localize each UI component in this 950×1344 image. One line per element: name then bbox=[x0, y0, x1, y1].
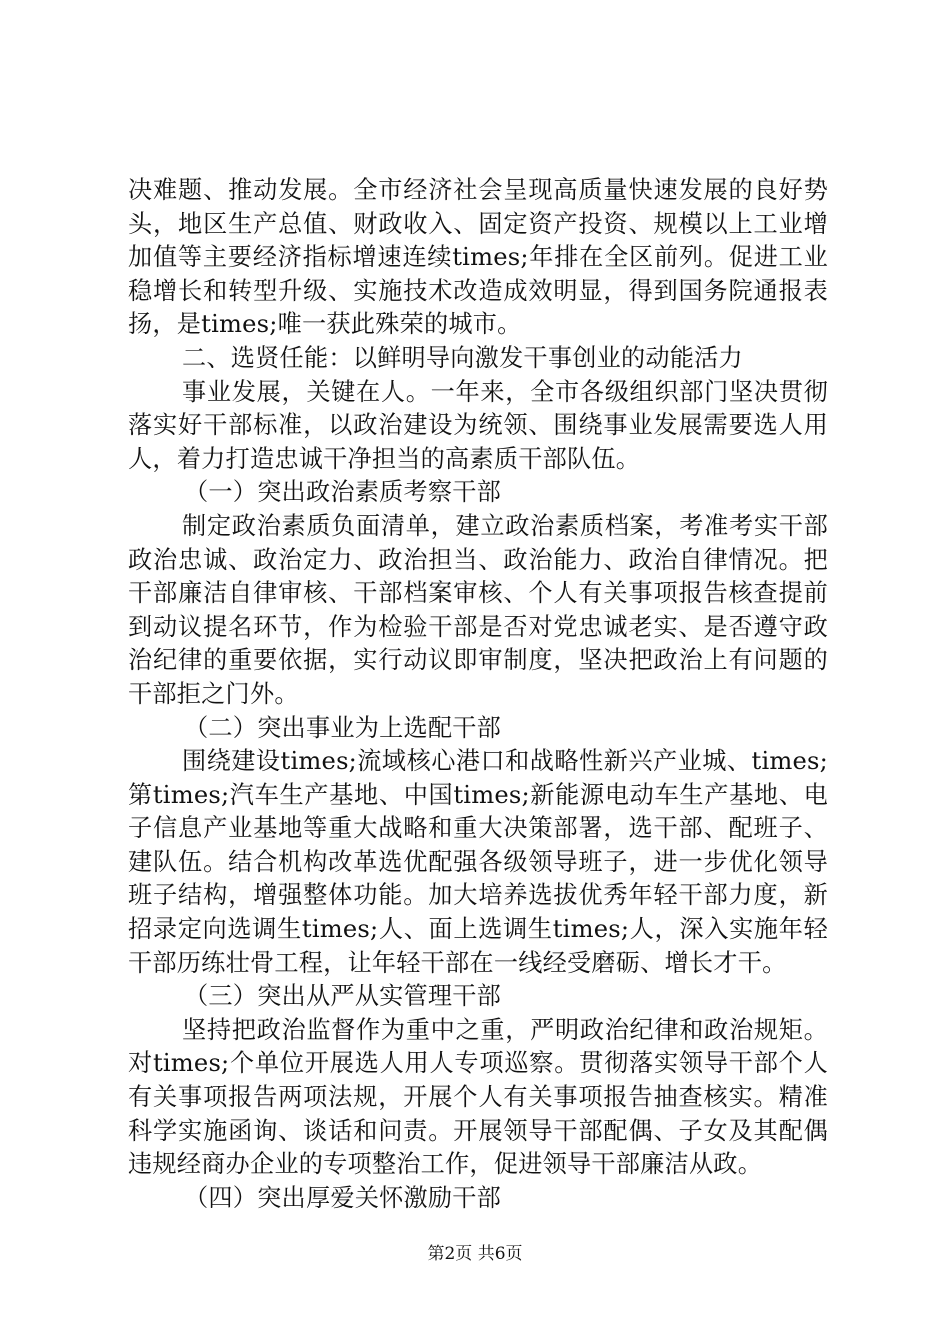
section-heading: 二、选贤任能：以鲜明导向激发干事创业的动能活力 bbox=[182, 343, 743, 372]
paragraph: 坚持把政治监督作为重中之重，严明政治纪律和政治规矩。对times;个单位开展选人用人专项巡察。贯彻落实领导干部个人有关事项报告两项法规，开展个人有关事项报告抽查核实。精准科学实施函询、谈话和问责。开展领导干部配偶、子女及其配偶违规经商办企业的专项整治工作，促进领导干部廉洁从政。 bbox=[128, 1015, 828, 1179]
document-body bbox=[128, 174, 828, 1215]
paragraph: 制定政治素质负面清单，建立政治素质档案，考准考实干部政治忠诚、政治定力、政治担当、政治能力、政治自律情况。把干部廉洁自律审核、干部档案审核、个人有关事项报告核查提前到动议提名环节，作为检验干部是否对党忠诚老实、是否遵守政治纪律的重要依据，实行动议即审制度，坚决把政治上有问题的干部拒之门外。 bbox=[128, 511, 828, 708]
paragraph: 围绕建设times;流域核心港口和战略性新兴产业城、times;第times;汽车生产基地、中国times;新能源电动车生产基地、电子信息产业基地等重大战略和重大决策部署，选干部、配班子、建队伍。结合机构改革选优配强各级领导班子，进一步优化领导班子结构，增强整体功能。加大培养选拔优秀年轻干部力度，新招录定向选调生times;人、面上选调生times;人，深入实施年轻干部历练壮骨工程，让年轻干部在一线经受磨砺、增长才干。 bbox=[128, 747, 828, 977]
paragraph-continuation: 决难题、推动发展。全市经济社会呈现高质量快速发展的良好势头，地区生产总值、财政收入、固定资产投资、规模以上工业增加值等主要经济指标增速连续times;年排在全区前列。促进工业稳增长和转型升级、实施技术改造成效明显，得到国务院通报表扬，是times;唯一获此殊荣的城市。 bbox=[128, 176, 828, 339]
paragraph: 事业发展，关键在人。一年来，全市各级组织部门坚决贯彻落实好干部标准，以政治建设为统领、围绕事业发展需要选人用人，着力打造忠诚干净担当的高素质干部队伍。 bbox=[128, 377, 828, 473]
subsection-heading: （一）突出政治素质考察干部 bbox=[184, 478, 502, 507]
subsection-heading: （二）突出事业为上选配干部 bbox=[184, 713, 502, 742]
subsection-heading: （四）突出厚爱关怀激励干部 bbox=[184, 1183, 502, 1212]
subsection-heading: （三）突出从严从实管理干部 bbox=[184, 982, 502, 1011]
page-number-footer: 第2页 共6页 bbox=[427, 1244, 523, 1264]
